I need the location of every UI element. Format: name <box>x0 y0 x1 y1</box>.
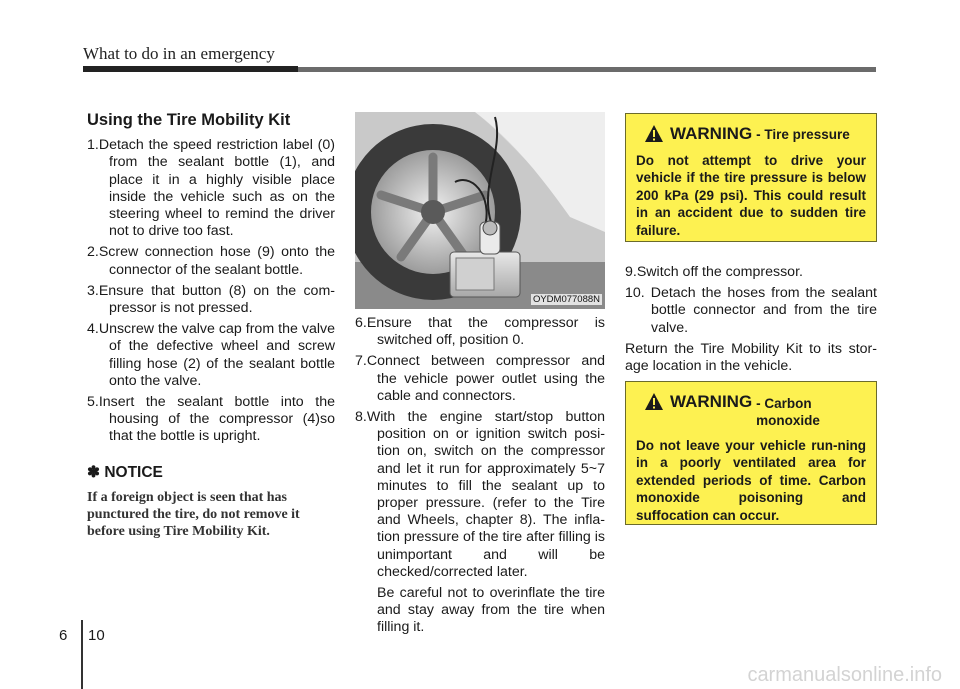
step-7: 7.Connect between compressor and the vehicle power outlet using the cable and connectors. <box>355 353 605 404</box>
warning-triangle-icon <box>644 124 664 144</box>
step-1: 1.Detach the speed restriction label (0) from the sealant bottle (1), and place it in a highly visible place inside the vehicle such as on the steering wheel to remind the driver not to drive too fast. <box>87 137 335 240</box>
column-left <box>87 112 335 540</box>
step-9: 9.Switch off the compressor. <box>625 264 803 280</box>
warning-subtitle: - Tire pressure <box>756 127 850 142</box>
column-middle <box>355 315 605 641</box>
notice-title: NOTICE <box>104 463 163 481</box>
warning-tire-pressure <box>625 113 877 242</box>
step-8: 8.With the engine start/stop button position on or ignition switch posi-tion on, switch on the compressor and let it run for approximately 5~7 minutes to fill the sealant up to proper pressure. (refer to the Tire and Wheels, chapter 8). The infla-tion pressure of the tire after filling is unimportant and will be checked/corrected later. <box>355 409 605 580</box>
notice-heading <box>87 464 335 481</box>
chapter-number: 6 <box>59 627 68 644</box>
section-title: Using the Tire Mobility Kit <box>87 111 291 129</box>
watermark: carmanualsonline.info <box>747 664 942 686</box>
header-rule-accent <box>83 66 298 72</box>
warning-label: WARNING <box>670 124 753 143</box>
warning-carbon-monoxide <box>625 381 877 525</box>
footer-rule <box>81 620 83 689</box>
tire-mobility-kit-photo <box>355 112 605 309</box>
step-4: 4.Unscrew the valve cap from the valve of the defective wheel and screw filling hose (2) of the sealant bottle onto the valve. <box>87 321 335 389</box>
column-right <box>625 262 877 379</box>
notice-body: If a foreign object is seen that has punctured the tire, do not remove it before using Tire Mobility Kit. <box>87 489 300 539</box>
step-6: 6.Ensure that the compressor is switched off, position 0. <box>355 315 605 349</box>
warning-body: Do not attempt to drive your vehicle if the tire pressure is below 200 kPa (29 psi). This could result in an accident due to sudden tire failure. <box>636 153 866 238</box>
step-8-caution: Be careful not to overinflate the tire and stay away from the tire when filling it. <box>377 585 605 636</box>
step-5: 5.Insert the sealant bottle into the housing of the compressor (4)so that the bottle is upright. <box>87 394 335 445</box>
page-header-title: What to do in an emergency <box>83 44 275 63</box>
notice-symbol: ✽ <box>87 463 100 481</box>
closing-instruction: Return the Tire Mobility Kit to its stor-age location in the vehicle. <box>625 340 877 375</box>
warning-header <box>636 392 866 429</box>
step-3: 3.Ensure that button (8) on the com-pressor is not pressed. <box>87 282 335 317</box>
step-10: 10. Detach the hoses from the sealant bottle connector and from the tire valve. <box>625 285 877 336</box>
warning-label: WARNING <box>670 392 753 411</box>
page-number: 10 <box>88 627 105 644</box>
warning-triangle-icon <box>644 392 664 412</box>
warning-body: Do not leave your vehicle run-ning in a poorly ventilated area for extended periods of time. Carbon monoxide poisoning and suffocation can occur. <box>636 438 866 523</box>
step-2: 2.Screw connection hose (9) onto the connector of the sealant bottle. <box>87 244 335 278</box>
warning-header <box>636 124 866 144</box>
photo-caption: OYDM077088N <box>532 294 600 305</box>
warning-subtitle: - Carbon monoxide <box>756 396 820 428</box>
tire-kit-illustration <box>355 112 605 309</box>
